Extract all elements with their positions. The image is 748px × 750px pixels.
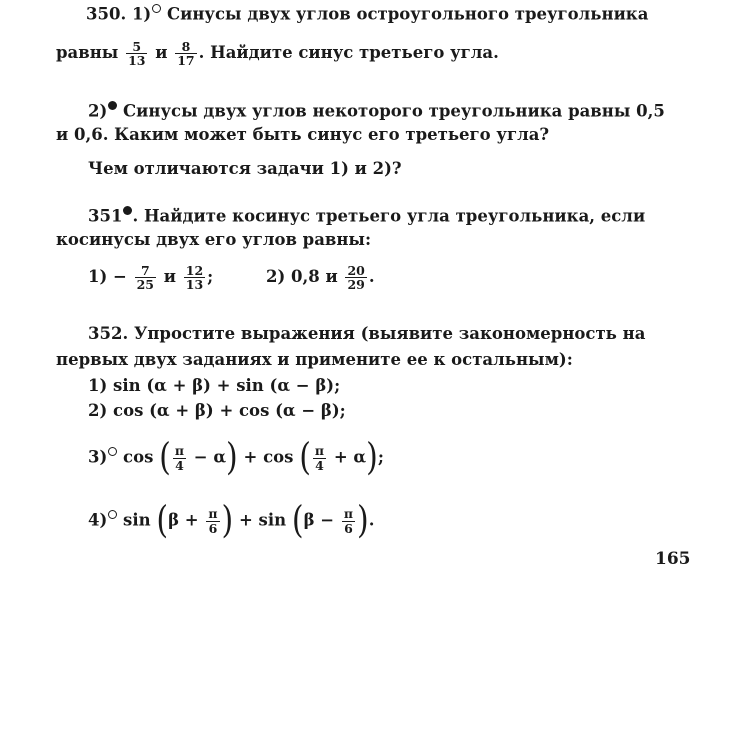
denominator: 17 bbox=[177, 53, 195, 69]
text-segment: + cos bbox=[243, 447, 294, 467]
problem-351-line2 bbox=[56, 232, 748, 249]
problem-350-part2-line1 bbox=[88, 101, 748, 120]
problem-350-text1: Синусы двух углов остроугольного треугольника bbox=[166, 4, 649, 24]
text-segment: 1) − bbox=[88, 267, 127, 287]
text-segment: и 0,6. Каким может быть синус его третьего угла? bbox=[56, 125, 550, 144]
text-segment: . Найдите синус третьего угла. bbox=[198, 43, 499, 63]
open-circle-icon bbox=[108, 447, 117, 456]
text-segment: + α bbox=[333, 447, 367, 467]
text-segment: . bbox=[368, 267, 375, 287]
right-paren: ) bbox=[366, 435, 378, 480]
denominator: 13 bbox=[185, 277, 204, 293]
numerator: π bbox=[208, 506, 218, 522]
left-paren: ( bbox=[291, 498, 304, 543]
numerator: 5 bbox=[126, 40, 147, 54]
problem-352-e1 bbox=[88, 378, 748, 395]
denominator: 13 bbox=[128, 53, 146, 69]
numerator: 20 bbox=[347, 263, 365, 278]
fraction-7-25 bbox=[135, 264, 156, 291]
text-segment: 2) 0,8 и bbox=[266, 267, 338, 287]
fraction-pi-6 bbox=[206, 507, 219, 534]
fraction-12-13 bbox=[184, 264, 205, 291]
problem-350-part2-label: 2) bbox=[88, 101, 108, 121]
problem-350-line1 bbox=[86, 4, 748, 23]
filled-circle-icon bbox=[108, 101, 117, 110]
denominator: 25 bbox=[136, 277, 155, 293]
problem-352-e4 bbox=[88, 498, 748, 543]
text-segment: 2) cos (α + β) + cos (α − β); bbox=[88, 401, 346, 420]
text-segment: ; bbox=[377, 447, 384, 467]
numerator: π bbox=[314, 443, 325, 459]
denominator: 29 bbox=[347, 277, 365, 293]
text-segment: косинусы двух его углов равны: bbox=[56, 230, 372, 249]
problem-352-number: 352. bbox=[88, 324, 129, 343]
text-segment: − α bbox=[193, 447, 227, 467]
text-segment: 3) bbox=[88, 447, 108, 467]
fraction-pi-4 bbox=[173, 444, 186, 471]
fraction-pi-4 bbox=[313, 444, 326, 471]
open-circle-icon bbox=[108, 510, 117, 519]
text-segment: cos bbox=[123, 447, 154, 467]
numerator: π bbox=[343, 506, 354, 522]
fraction-pi-6 bbox=[342, 507, 355, 534]
text-segment: β − bbox=[303, 510, 335, 530]
left-paren: ( bbox=[299, 435, 311, 480]
text-segment: . Найдите косинус третьего угла треугольника, если bbox=[132, 206, 646, 226]
problem-351-line1 bbox=[88, 206, 748, 225]
text-segment: равны bbox=[56, 43, 119, 63]
problem-350-part1-label: 1) bbox=[131, 4, 152, 24]
right-paren: ) bbox=[226, 435, 238, 480]
problem-352-line1 bbox=[88, 326, 748, 343]
numerator: 8 bbox=[175, 40, 196, 54]
right-paren: ) bbox=[221, 498, 234, 543]
problem-352-line2 bbox=[56, 352, 748, 369]
denominator: 6 bbox=[344, 520, 353, 536]
text-segment: 4) bbox=[88, 510, 108, 530]
problem-352-e3 bbox=[88, 435, 748, 480]
problem-350-line2 bbox=[56, 40, 748, 67]
fraction-8-17 bbox=[175, 40, 196, 67]
text-segment: Синусы двух углов некоторого треугольника равны 0,5 bbox=[123, 101, 665, 121]
denominator: 4 bbox=[175, 457, 184, 473]
denominator: 6 bbox=[208, 520, 218, 536]
left-paren: ( bbox=[156, 498, 169, 543]
text-segment: ; bbox=[207, 267, 214, 287]
text-segment: + sin bbox=[238, 510, 287, 530]
denominator: 4 bbox=[315, 457, 324, 473]
problem-350-part2-line2 bbox=[56, 127, 748, 144]
problem-351-b bbox=[266, 264, 748, 291]
left-paren: ( bbox=[159, 435, 171, 480]
page-number: 165 bbox=[655, 549, 691, 569]
text-segment: β + bbox=[168, 510, 199, 530]
numerator: 7 bbox=[135, 264, 156, 278]
problem-350-question bbox=[88, 161, 748, 178]
text-segment: sin bbox=[123, 510, 151, 530]
text-segment: . bbox=[368, 510, 375, 530]
problem-352-e2 bbox=[88, 403, 748, 420]
text-segment: и bbox=[155, 43, 168, 63]
text-segment: 1) sin (α + β) + sin (α − β); bbox=[88, 376, 341, 395]
open-circle-icon bbox=[152, 4, 161, 13]
right-paren: ) bbox=[357, 498, 369, 543]
text-segment: Упростите выражения (выявите закономерность на bbox=[133, 324, 646, 343]
problem-351-number: 351 bbox=[88, 206, 123, 226]
text-segment: первых двух заданиях и примените ее к остальным): bbox=[56, 350, 573, 369]
problem-350-number: 350. bbox=[86, 4, 127, 24]
fraction-20-29 bbox=[345, 264, 366, 291]
numerator: π bbox=[174, 443, 185, 459]
fraction-5-13 bbox=[126, 40, 147, 67]
numerator: 12 bbox=[185, 263, 204, 278]
text-segment: Чем отличаются задачи 1) и 2)? bbox=[88, 159, 402, 178]
text-segment: и bbox=[163, 267, 177, 287]
